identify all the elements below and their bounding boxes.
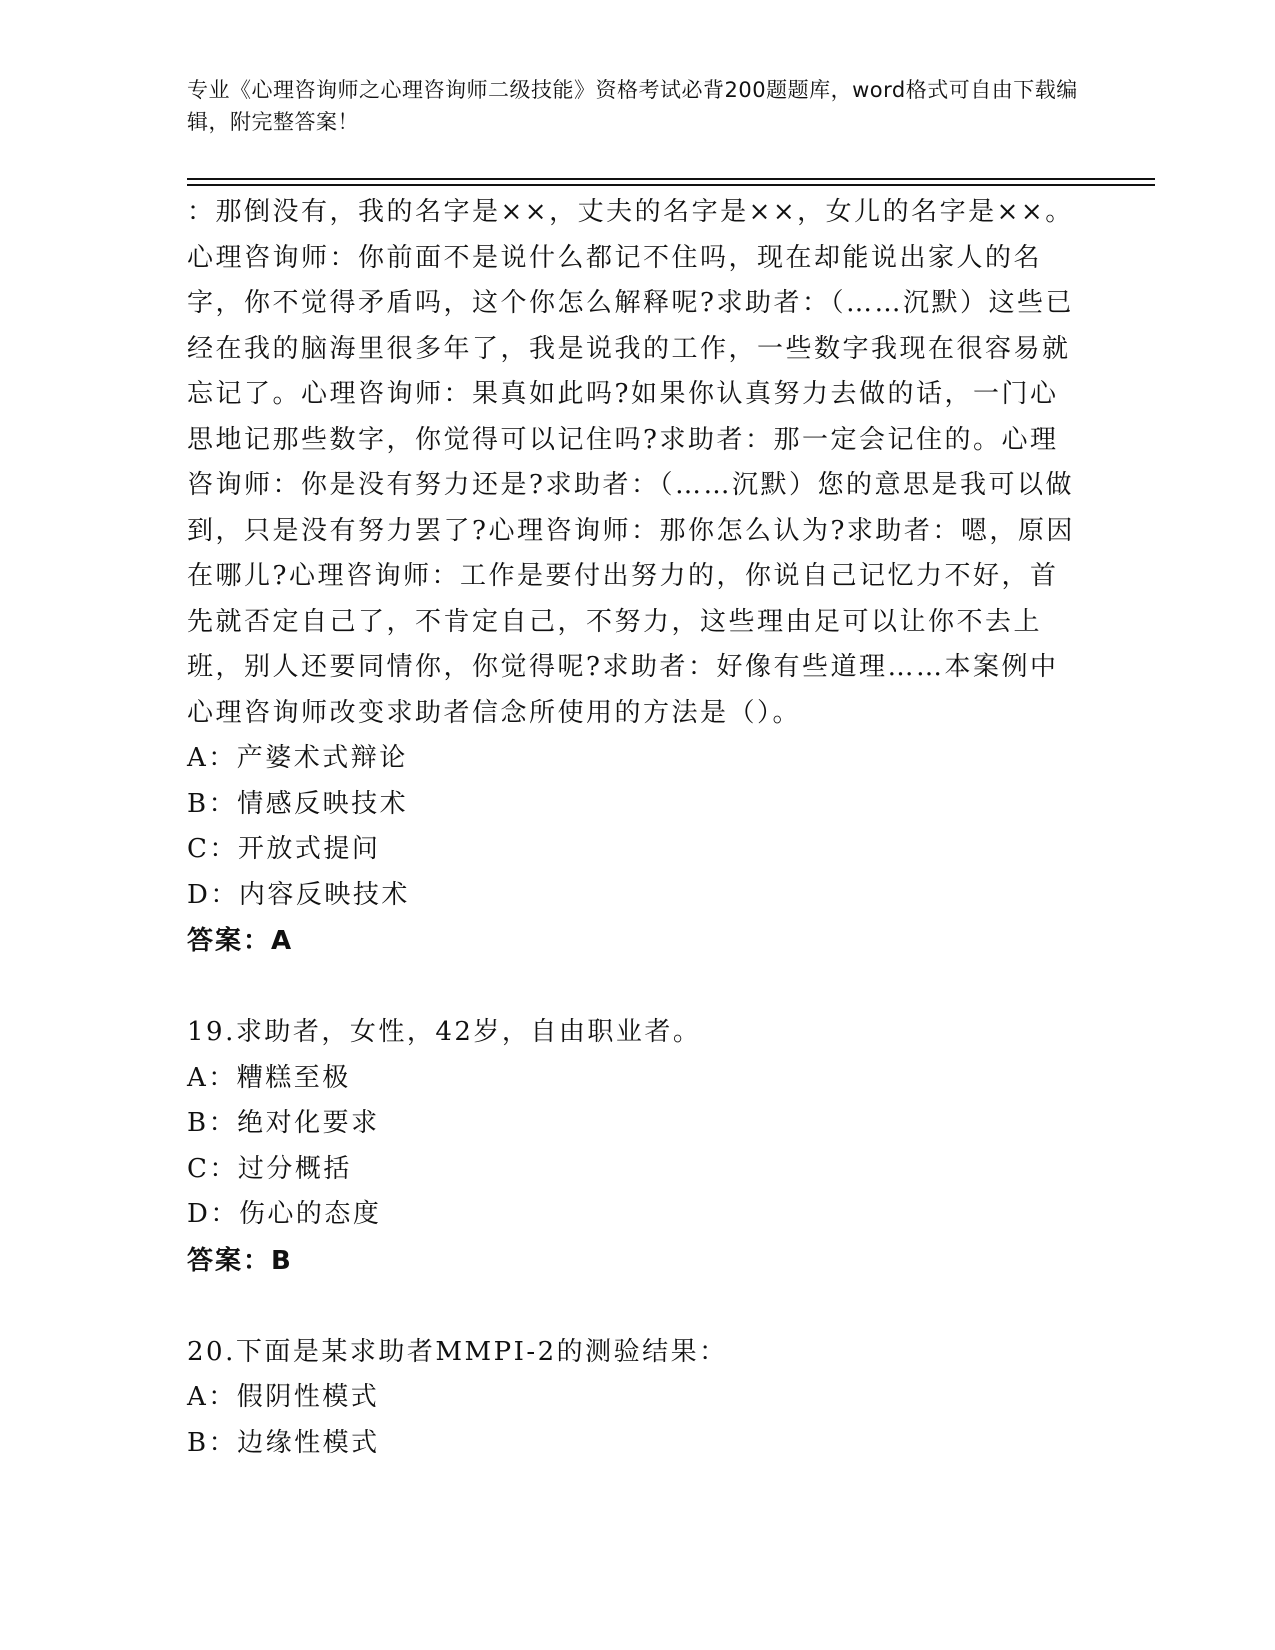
question-18-answer: 答案：A bbox=[187, 926, 294, 956]
question-spacer bbox=[187, 964, 1087, 1010]
question-19-answer: 答案：B bbox=[187, 1245, 293, 1276]
question-18-passage: ：那倒没有，我的名字是××，丈夫的名字是××，女儿的名字是××。心理咨询师：你前面不是说什么都记不住吗，现在却能说出家人的名字，你不觉得矛盾吗，这个你怎么解释呢?求助者：（……沉默）这些已经在我的脑海里很多年了，我是说我的工作，一些数字我现在很容易就忘记了。心理咨询师：果真如此吗?如果你认真努力去做的话，一门心思地记那些数字，你觉得可以记住吗?求助者：那一定会记住的。心理咨询师：你是没有努力还是?求助者：（……沉默）您的意思是我可以做到，只是没有努力罢了?心理咨询师：那你怎么认为?求助者：嗯，原因在哪儿?心理咨询师：工作是要付出努力的，你说自己记忆力不好，首先就否定自己了，不肯定自己，不努力，这些理由足可以让你不去上班，别人还要同情你，你觉得呢?求助者：好像有些道理……本案例中心理咨询师改变求助者信念所使用的方法是（）。 bbox=[187, 197, 1075, 728]
header-divider-top bbox=[187, 178, 1155, 180]
question-19-option-d: D：伤心的态度 bbox=[187, 1199, 382, 1229]
question-spacer bbox=[187, 1284, 1087, 1330]
question-18-option-b: B：情感反映技术 bbox=[187, 788, 409, 819]
question-18-option-a: A：产婆术式辩论 bbox=[187, 743, 408, 773]
document-body bbox=[187, 190, 1087, 1466]
question-19-option-a: A：糟糕至极 bbox=[187, 1062, 351, 1093]
question-20-stem: 20.下面是某求助者MMPI-2的测验结果： bbox=[187, 1336, 728, 1367]
document-header bbox=[187, 74, 1087, 138]
question-19-option-c: C：过分概括 bbox=[187, 1153, 352, 1184]
question-20-option-b: B：边缘性模式 bbox=[187, 1427, 380, 1458]
header-title: 专业《心理咨询师之心理咨询师二级技能》资格考试必背200题题库，word格式可自由下载编辑，附完整答案！ bbox=[187, 78, 1078, 134]
question-18-option-c: C：开放式提问 bbox=[187, 834, 381, 864]
question-19-option-b: B：绝对化要求 bbox=[187, 1108, 380, 1138]
question-20-option-a: A：假阴性模式 bbox=[187, 1382, 380, 1412]
header-divider-bottom bbox=[187, 184, 1155, 186]
question-19-stem: 19.求助者，女性，42岁，自由职业者。 bbox=[187, 1017, 702, 1047]
question-18-option-d: D：内容反映技术 bbox=[187, 879, 410, 910]
